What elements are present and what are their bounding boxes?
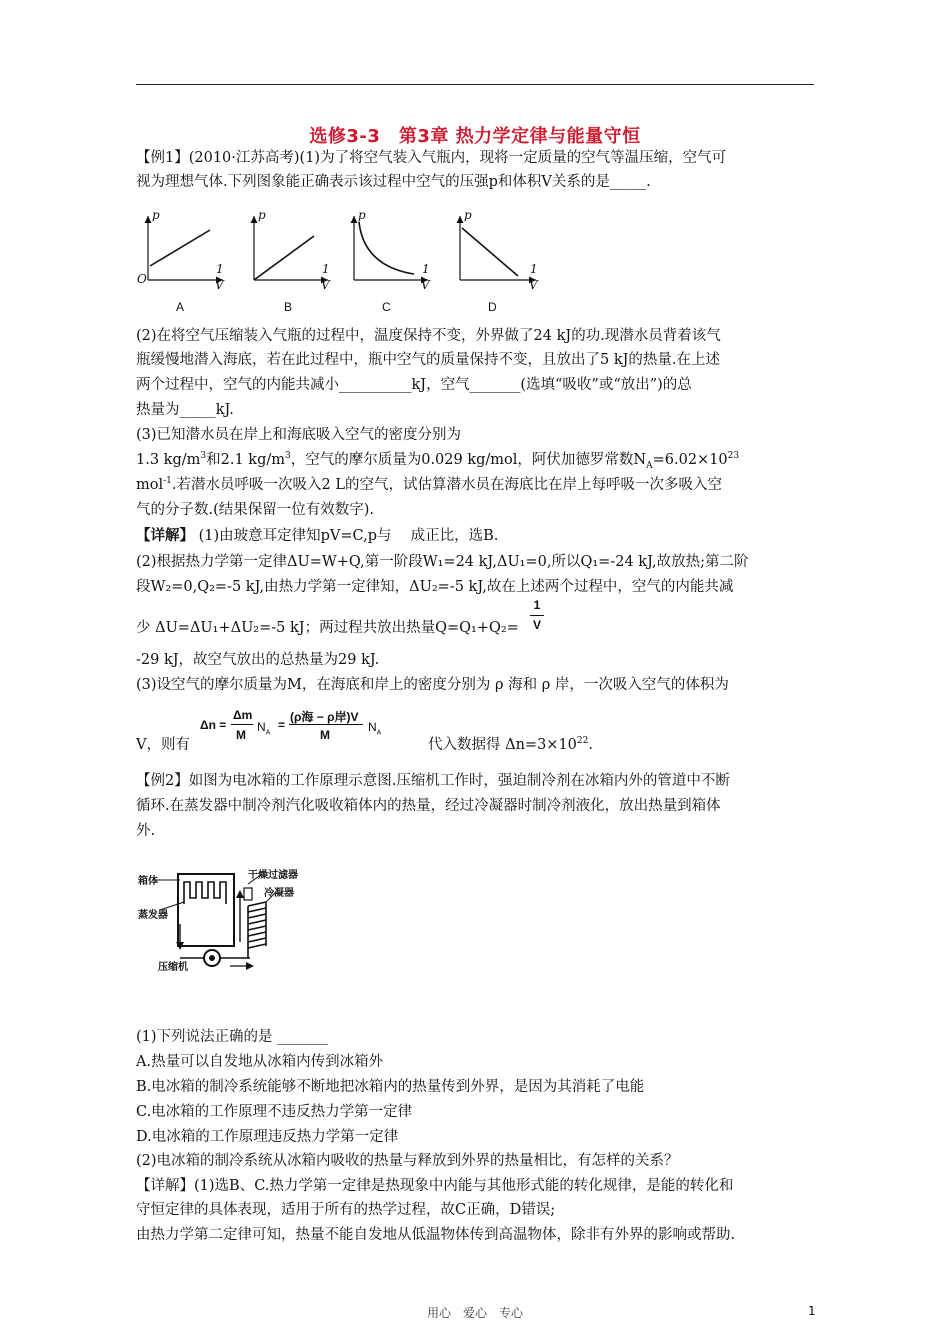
- ex1-line-3: (2)在将空气压缩装入气瓶的过程中，温度保持不变，外界做了24 kJ的功.现潜水员背着该气: [136, 328, 721, 344]
- graph-c-x-num: 1: [422, 262, 430, 276]
- formula-num2: (ρ海 − ρ岸)V: [290, 710, 359, 724]
- ex2-option-c: C.电冰箱的工作原理不违反热力学第一定律: [136, 1104, 413, 1120]
- ex2-option-d: D.电冰箱的工作原理违反热力学第一定律: [136, 1129, 399, 1145]
- ex1-line-6: 热量为_____kJ.: [136, 402, 234, 418]
- graph-b-p-label: p: [258, 208, 266, 222]
- ex2-option-b: B.电冰箱的制冷系统能够不断地把冰箱内的热量传到外界，是因为其消耗了电能: [136, 1079, 645, 1095]
- formula-na2: $N_A$: [368, 720, 382, 737]
- graph-d-caption: D: [488, 300, 497, 314]
- diagram-label-box: 箱体: [138, 876, 158, 887]
- graph-b-x-num: 1: [322, 262, 330, 276]
- graph-a-x-den: V: [215, 278, 224, 292]
- ex1-line-4: 瓶缓慢地潜入海底，若在此过程中，瓶中空气的质量保持不变，且放出了5 kJ的热量.在上述: [136, 352, 721, 368]
- graph-c-p-label: p: [358, 208, 366, 222]
- ex1-line-1: 【例1】(2010·江苏高考)(1)为了将空气装入气瓶内，现将一定质量的空气等温压缩，空气可: [136, 150, 727, 166]
- ex2-solution-1: 【详解】(1)选B、C.热力学第一定律是热现象中内能与其他形式能的转化规律，是能的转化和: [136, 1178, 734, 1194]
- sol1-line-4: 少 ΔU=ΔU₁+ΔU₂=-5 kJ；两过程共放出热量Q=Q₁+Q₂=: [136, 620, 519, 636]
- sol1-frac-bar: [530, 615, 544, 616]
- graph-c-caption: C: [382, 300, 391, 314]
- graph-d-x-num: 1: [530, 262, 538, 276]
- ex2-line-1: 【例2】如图为电冰箱的工作原理示意图.压缩机工作时，强迫制冷剂在冰箱内外的管道中不断: [136, 773, 730, 789]
- header-rule: [136, 84, 814, 85]
- ex1-line-10: 气的分子数.(结果保留一位有效数字).: [136, 502, 375, 518]
- formula-dn: Δn =: [200, 718, 227, 732]
- diagram-label-dryer: 干燥过滤器: [248, 870, 298, 881]
- graph-b-x-den: V: [321, 278, 330, 292]
- ex2-question-2: (2)电冰箱的制冷系统从冰箱内吸收的热量与释放到外界的热量相比，有怎样的关系？: [136, 1153, 679, 1169]
- sol1-line-7a: V，则有: [136, 737, 190, 753]
- graph-d-p-label: p: [464, 208, 472, 222]
- graph-b-caption: B: [284, 300, 293, 314]
- diagram-label-condenser: 冷凝器: [264, 888, 294, 899]
- graph-a-x-num: 1: [216, 262, 224, 276]
- ex2-solution-3: 由热力学第二定律可知，热量不能自发地从低温物体传到高温物体，除非有外界的影响或帮助.: [136, 1227, 736, 1243]
- graph-a: [148, 216, 223, 280]
- ex1-line-9: mol$^{-1}$.若潜水员呼吸一次吸入2 L的空气，试估算潜水员在海底比在岸上每呼吸一次多吸入空: [136, 476, 722, 493]
- ex2-line-3: 外.: [136, 823, 156, 839]
- formula-na1: $N_A$: [257, 720, 271, 737]
- sol1-frac-num: 1: [533, 598, 541, 612]
- page-footer: 用心 爱心 专心: [426, 1306, 523, 1320]
- sol1-line-2: (2)根据热力学第一定律ΔU=W+Q,第一阶段W₁=24 kJ,ΔU₁=0,所以Q₁=-24 kJ,故放热;第二阶: [136, 554, 749, 570]
- sol1-line-3: 段W₂=0,Q₂=-5 kJ,由热力学第一定律知，ΔU₂=-5 kJ,故在上述两个过程中，空气的内能共减: [136, 579, 734, 595]
- graph-b: [254, 216, 328, 280]
- sol1-line-7b: 代入数据得 $\Delta n=3\times 10^{22}$.: [428, 736, 593, 753]
- formula-m1: M: [236, 728, 246, 742]
- graph-c: [354, 216, 428, 280]
- graph-a-caption: A: [176, 300, 185, 314]
- delta-n-formula: [200, 706, 400, 746]
- page-title: 选修3-3 第3章 热力学定律与能量守恒: [309, 126, 641, 147]
- ex2-line-2: 循环.在蒸发器中制冷剂汽化吸收箱体内的热量，经过冷凝器时制冷剂液化，放出热量到箱体: [136, 798, 721, 814]
- graph-a-p-label: p: [152, 208, 160, 222]
- page-number: 1: [808, 1304, 816, 1318]
- graph-d-x-den: V: [529, 278, 538, 292]
- sol1-frac-den: V: [532, 618, 541, 632]
- formula-eq: =: [278, 718, 286, 732]
- formula-dm: Δm: [233, 708, 253, 722]
- sol1-line-5: -29 kJ，故空气放出的总热量为29 kJ.: [136, 652, 380, 668]
- sol1-line-6: (3)设空气的摩尔质量为M，在海底和岸上的密度分别为 ρ 海和 ρ 岸，一次吸入空气的体积为: [136, 677, 729, 693]
- ex1-line-8: 1.3 $kg/m^3$和2.1 $kg/m^3$，空气的摩尔质量为0.029 kg/mol，阿伏加德罗常数$N_A=6.02\times 10^{23}$: [136, 451, 740, 471]
- ex1-line-2: 视为理想气体.下列图象能正确表示该过程中空气的压强p和体积V关系的是_____.: [136, 174, 651, 190]
- diagram-label-evaporator: 蒸发器: [138, 910, 168, 921]
- ex1-line-7: (3)已知潜水员在岸上和海底吸入空气的密度分别为: [136, 427, 462, 443]
- formula-m2: M: [320, 728, 330, 742]
- diagram-label-compressor: 压缩机: [158, 962, 188, 973]
- graph-d: [460, 216, 536, 280]
- ex1-line-5: 两个过程中，空气的内能共减小__________kJ，空气_______(选填“吸收”或“放出”)的总: [136, 377, 692, 393]
- ex2-solution-2: 守恒定律的具体表现，适用于所有的热学过程，故C正确，D错误;: [136, 1202, 556, 1218]
- ex2-option-a: A.热量可以自发地从冰箱内传到冰箱外: [136, 1054, 384, 1070]
- sol1-line-1: 【详解】 (1)由玻意耳定律知pV=C,p与 成正比，选B.: [136, 527, 499, 544]
- graph-c-x-den: V: [421, 278, 430, 292]
- ex2-question-1: (1)下列说法正确的是 _______: [136, 1029, 328, 1045]
- graph-a-origin-label: O: [137, 272, 147, 286]
